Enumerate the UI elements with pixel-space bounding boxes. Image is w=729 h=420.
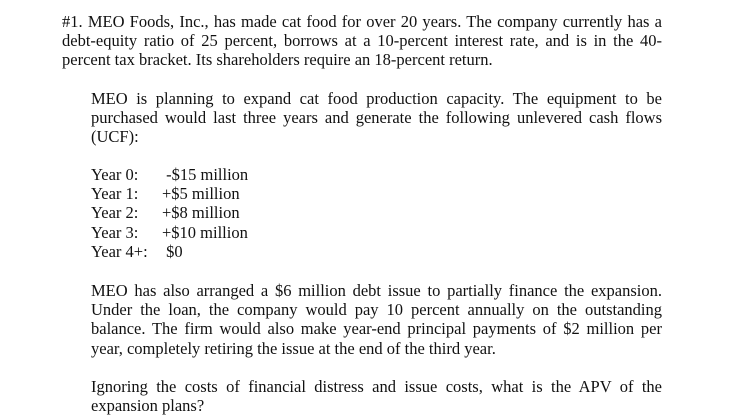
cash-flow-year: Year 1: (91, 184, 139, 204)
cash-flow-row (91, 203, 391, 222)
cash-flow-year: Year 2: (91, 203, 139, 223)
expansion-paragraph: MEO is planning to expand cat food production capacity. The equipment to be purchased would last three years and generate the following unlevered cash flows (UCF): (91, 89, 662, 147)
cash-flow-row (91, 242, 391, 261)
cash-flow-value: +$10 million (162, 222, 248, 242)
cash-flow-row (91, 165, 391, 184)
cash-flow-value: +$5 million (162, 184, 240, 204)
debt-issue-paragraph: MEO has also arranged a $6 million debt issue to partially finance the expansion. Under the loan, the company would pay 10 percent annually on the outstanding balance. The firm would also make year-end principal payments of $2 million per year, completely retiring the issue at the end of the third year. (91, 281, 662, 358)
cash-flow-year: Year 0: (91, 165, 139, 184)
cash-flow-value: $0 (162, 241, 183, 261)
cash-flow-value: -$15 million (162, 165, 249, 184)
cash-flow-value: +$8 million (162, 203, 240, 223)
cash-flow-row (91, 184, 391, 203)
cash-flow-year: Year 3: (91, 222, 139, 242)
cash-flow-row (91, 223, 391, 242)
cash-flow-list (91, 165, 391, 261)
question-paragraph: Ignoring the costs of financial distress and issue costs, what is the APV of the expansion plans? (91, 377, 662, 416)
cash-flow-year: Year 4+: (91, 241, 148, 261)
intro-paragraph: #1. MEO Foods, Inc., has made cat food for over 20 years. The company currently has a debt-equity ratio of 25 percent, borrows at a 10-percent interest rate, and is in the 40-percent tax bracket. Its shareholders require an 18-percent return. (62, 12, 662, 70)
